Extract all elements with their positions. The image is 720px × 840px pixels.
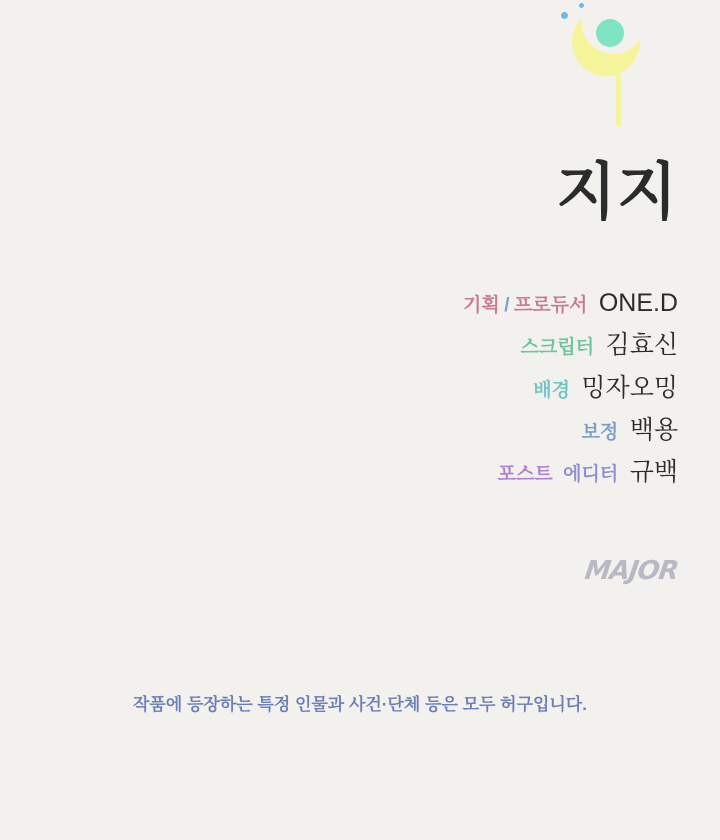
credit-row: [118, 415, 678, 446]
credit-row: [118, 288, 678, 319]
credit-role-secondary: 프로듀서: [513, 295, 588, 316]
credit-name: 규백: [629, 458, 678, 486]
credit-role-primary: 포스트: [497, 464, 553, 485]
studio-signature: MAJOR: [583, 556, 681, 586]
fiction-disclaimer: 작품에 등장하는 특정 인물과 사건·단체 등은 모두 허구입니다.: [133, 695, 587, 714]
credit-role-primary: 기획: [463, 295, 500, 316]
credit-name: 백용: [629, 415, 678, 444]
credit-role-secondary: 에디터: [563, 464, 619, 485]
credit-row: [118, 457, 678, 488]
credit-name: 김효신: [605, 331, 678, 360]
credit-row: [118, 330, 678, 361]
logo-stem-icon: [616, 73, 621, 127]
crescent-moon-logo: [545, 0, 655, 140]
logo-dot-large-icon: [561, 12, 568, 19]
credit-role-primary: 스크립터: [520, 337, 595, 359]
logo-dot-small-icon: [579, 3, 584, 8]
credit-role-primary: 배경: [533, 379, 570, 401]
credit-name: ONE.D: [598, 289, 678, 317]
credits-list: [118, 288, 678, 499]
credit-role-separator: /: [504, 295, 510, 316]
page-title: 지지: [556, 158, 678, 227]
credit-role-primary: 보정: [581, 421, 619, 443]
logo-inner-circle-icon: [596, 19, 624, 47]
credit-name: 밍자오밍: [581, 373, 678, 402]
credit-row: [118, 373, 678, 404]
